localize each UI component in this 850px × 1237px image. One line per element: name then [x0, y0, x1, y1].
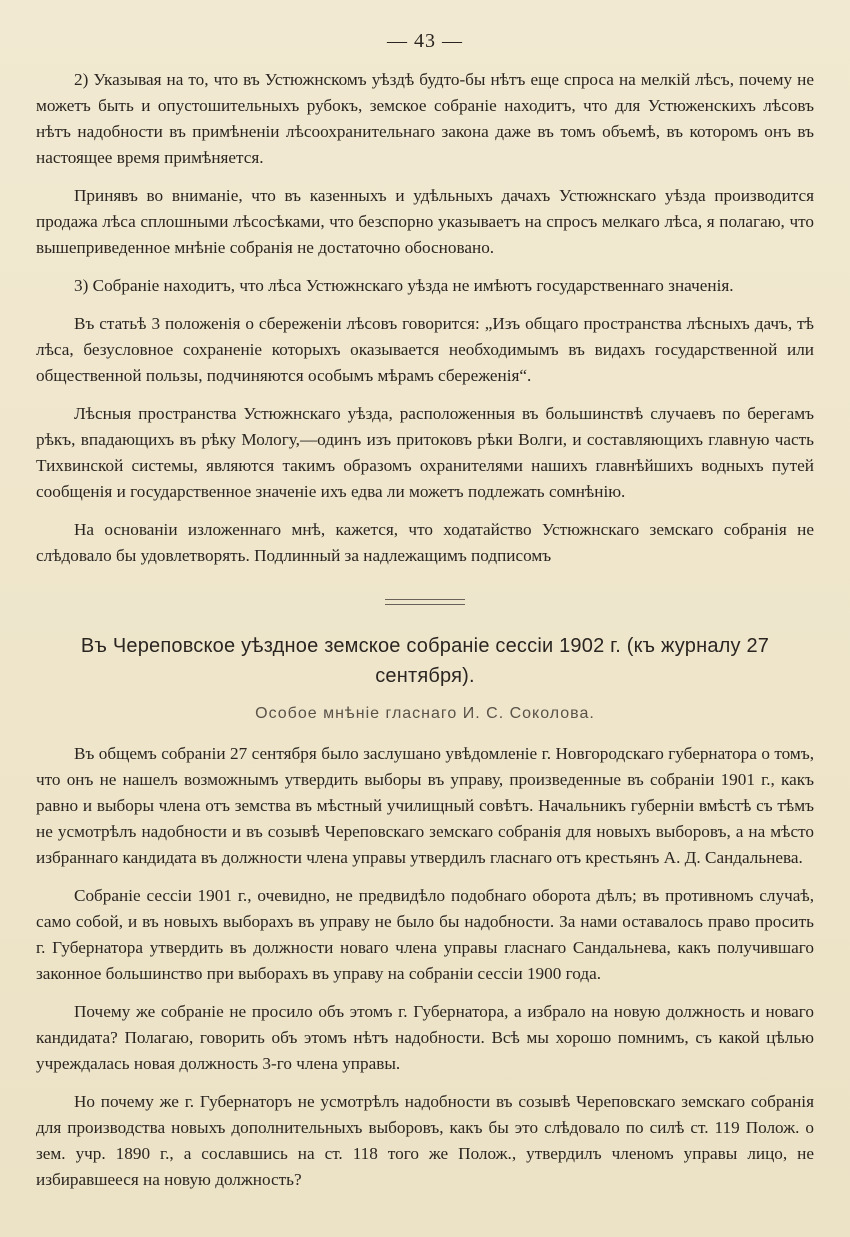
- paragraph: Въ общемъ собраніи 27 сентября было заслушано увѣдомленіе г. Новгородскаго губернатора о томъ, что онъ не нашелъ возможнымъ утвердить выборы въ управу, произведенные въ собраніи 1901 г., какъ равно и выборы члена отъ земства въ мѣстный училищный совѣтъ. Начальникъ губерніи вмѣстѣ съ тѣмъ не усмотрѣлъ надобности и въ созывѣ Череповскаго земскаго собранія для новыхъ выборовъ, а на мѣсто избраннаго кандидата въ должности члена управы утвердилъ гласнаго отъ крестьянъ А. Д. Сандальнева.: [36, 744, 814, 867]
- paragraph: Принявъ во вниманіе, что въ казенныхъ и удѣльныхъ дачахъ Устюжнскаго уѣзда производится продажа лѣса сплошными лѣсосѣками, что безспорно указываетъ на спросъ мелкаго лѣса, я полагаю, что вышеприведенное мнѣніе собранія не достаточно обосновано.: [36, 186, 814, 257]
- section-divider: [385, 599, 465, 605]
- paragraph: Въ статьѣ 3 положенія о сбереженіи лѣсовъ говорится: „Изъ общаго пространства лѣсныхъ дачъ, тѣ лѣса, безусловное сохраненіе которыхъ оказывается необходимымъ въ видахъ государственной или общественной пользы, подчиняются особымъ мѣрамъ сбереженія“.: [36, 314, 814, 385]
- section-two: [36, 631, 814, 1193]
- section-title: Въ Череповское уѣздное земское собраніе сессіи 1902 г. (къ журналу 27 сентября).: [80, 635, 770, 687]
- paragraph: На основаніи изложеннаго мнѣ, кажется, что ходатайство Устюжнскаго земскаго собранія не слѣдовало бы удовлетворять. Подлинный за надлежащимъ подписомъ: [36, 520, 814, 565]
- paragraph: Лѣсныя пространства Устюжнскаго уѣзда, расположенныя въ большинствѣ случаевъ по берегамъ рѣкъ, впадающихъ въ рѣку Мологу,—одинъ изъ притоковъ рѣки Волги, и составляющихъ главную часть Тихвинской системы, являются такимъ образомъ охранителями нашихъ главнѣйшихъ водныхъ путей сообщенія и государственное значеніе ихъ едва ли можетъ подлежать сомнѣнію.: [36, 404, 814, 501]
- section-one: [36, 67, 814, 569]
- section-subtitle: Особое мнѣніе гласнаго И. С. Соколова.: [255, 705, 595, 722]
- paragraph: 2) Указывая на то, что въ Устюжнскомъ уѣздѣ будто-бы нѣтъ еще спроса на мелкій лѣсъ, почему не можетъ быть и опустошительныхъ рубокъ, земское собраніе находитъ, что для Устюженскихъ лѣсовъ нѣтъ надобности въ примѣненіи лѣсоохранительнаго закона даже въ томъ объемѣ, въ которомъ онъ въ настоящее время примѣняется.: [36, 70, 814, 167]
- paragraph: Почему же собраніе не просило объ этомъ г. Губернатора, а избрало на новую должность и новаго кандидата? Полагаю, говорить объ этомъ нѣтъ надобности. Всѣ мы хорошо помнимъ, съ какой цѣлью учреждалась новая должность 3-го члена управы.: [36, 1002, 814, 1073]
- paragraph: 3) Собраніе находитъ, что лѣса Устюжнскаго уѣзда не имѣютъ государственнаго значенія.: [74, 276, 734, 295]
- paragraph: Но почему же г. Губернаторъ не усмотрѣлъ надобности въ созывѣ Череповскаго земскаго собранія для производства новыхъ дополнительныхъ выборовъ, какъ бы это слѣдовало по силѣ ст. 119 Полож. о зем. учр. 1890 г., а сославшись на ст. 118 того же Полож., утвердилъ членомъ управы лицо, не избиравшееся на новую должность?: [36, 1092, 814, 1189]
- page-number: — 43 —: [387, 30, 463, 52]
- paragraph: Собраніе сессіи 1901 г., очевидно, не предвидѣло подобнаго оборота дѣлъ; въ противномъ случаѣ, само собой, и въ новыхъ выборахъ въ управу не было бы надобности. За нами оставалось право просить г. Губернатора утвердить въ должности новаго члена управы гласнаго Сандальнева, какъ получившаго законное большинство при выборахъ въ управу на собраніи сессіи 1900 года.: [36, 886, 814, 983]
